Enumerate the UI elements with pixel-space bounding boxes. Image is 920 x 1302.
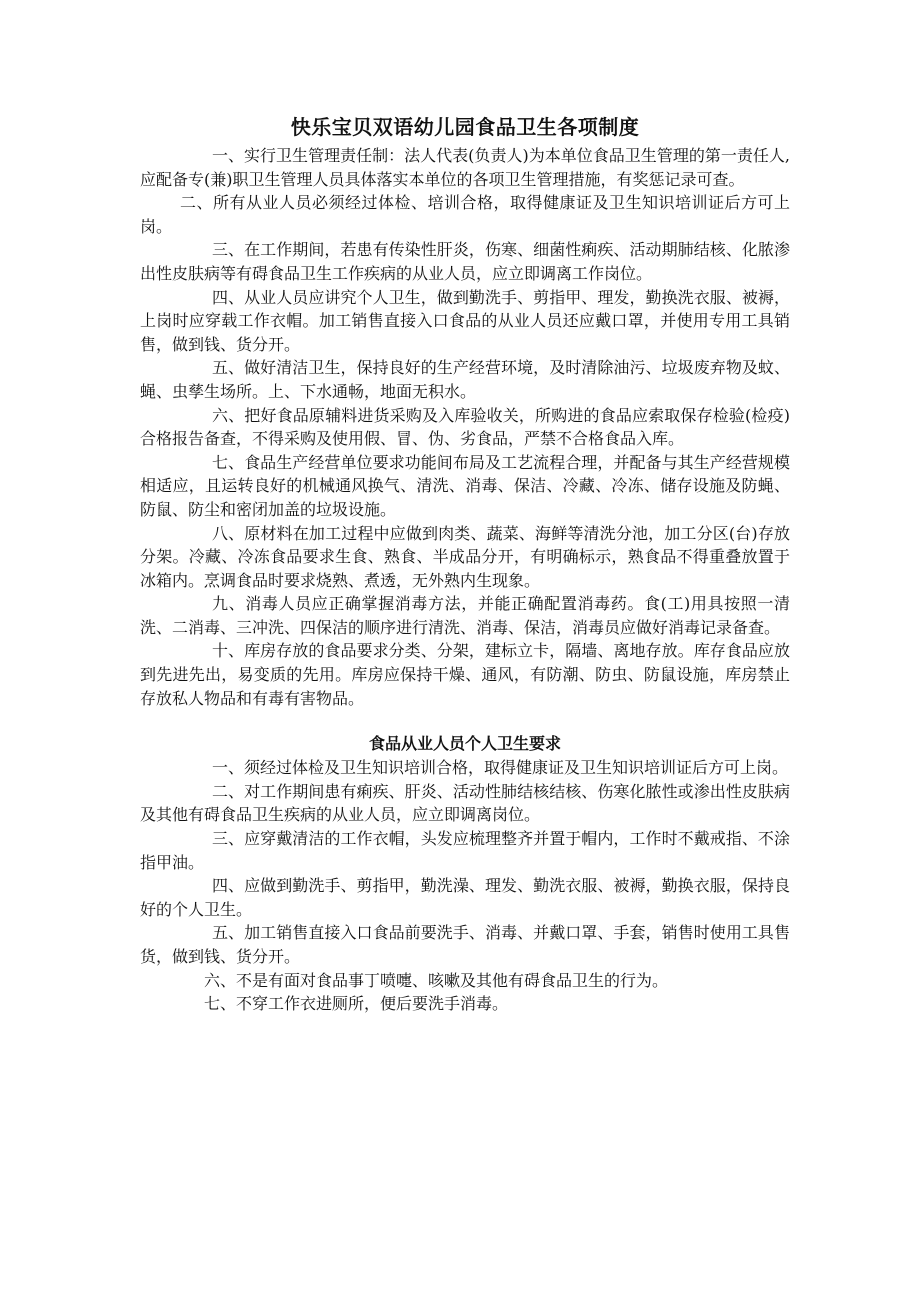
rule-paragraph-9: 九、消毒人员应正确掌握消毒方法，并能正确配置消毒药。食(工)用具按照一清洗、二消毒、三冲洗、四保洁的顺序进行清洗、消毒、保洁，消毒员应做好消毒记录备查。 <box>140 594 790 637</box>
personal-rule-3: 三、应穿戴清洁的工作衣帽，头发应梳理整齐并置于帽内，工作时不戴戒指、不涂指甲油。 <box>140 829 790 872</box>
personal-rule-6: 六、不是有面对食品事丁喷嚏、咳嗽及其他有碍食品卫生的行为。 <box>204 970 669 990</box>
personal-rule-1: 一、须经过体检及卫生知识培训合格，取得健康证及卫生知识培训证后方可上岗。 <box>212 758 789 778</box>
rule-paragraph-2: 二、所有从业人员必须经过体检、培训合格，取得健康证及卫生知识培训证后方可上岗。 <box>140 193 790 236</box>
personal-rule-4: 四、应做到勤洗手、剪指甲，勤洗澡、理发、勤洗衣服、被褥，勤换衣服，保持良好的个人卫生。 <box>140 876 790 919</box>
rule-paragraph-8: 八、原材料在加工过程中应做到肉类、蔬菜、海鲜等清洗分池，加工分区(台)存放分架。冷藏、冷冻食品要求生食、熟食、半成品分开，有明确标示，熟食品不得重叠放置于冰箱内。烹调食品时要求烧熟、煮透，无外熟内生现象。 <box>140 523 790 590</box>
rule-paragraph-7: 七、食品生产经营单位要求功能间布局及工艺流程合理，并配备与其生产经营规模相适应，且运转良好的机械通风换气、清洗、消毒、保洁、冷藏、冷冻、储存设施及防蝇、防鼠、防尘和密闭加盖的垃圾设施。 <box>140 452 790 519</box>
rule-paragraph-1: 一、实行卫生管理责任制：法人代表(负责人)为本单位食品卫生管理的第一责任人,应配备专(兼)职卫生管理人员具体落实本单位的各项卫生管理措施，有奖惩记录可查。 <box>140 146 790 189</box>
rule-paragraph-5: 五、做好清洁卫生，保持良好的生产经营环境，及时清除油污、垃圾废弃物及蚊、蝇、虫孳生场所。上、下水通畅，地面无积水。 <box>140 358 790 401</box>
hygiene-rules-section <box>140 144 790 710</box>
section-subtitle: 食品从业人员个人卫生要求 <box>368 734 561 754</box>
rule-paragraph-3: 三、在工作期间，若患有传染性肝炎，伤寒、细菌性痢疾、活动期肺结核、化脓渗出性皮肤病等有碍食品卫生工作疾病的从业人员，应立即调离工作岗位。 <box>140 240 790 283</box>
personal-rule-7: 七、不穿工作衣进厕所，便后要洗手消毒。 <box>204 994 509 1014</box>
personal-rule-5: 五、加工销售直接入口食品前要洗手、消毒、并戴口罩、手套，销售时使用工具售货，做到钱、货分开。 <box>140 923 790 966</box>
personal-rule-2: 二、对工作期间患有痢疾、肝炎、活动性肺结核结核、伤寒化脓性或渗出性皮肤病及其他有碍食品卫生疾病的从业人员，应立即调离岗位。 <box>140 781 790 825</box>
document-page <box>140 112 790 1016</box>
document-title: 快乐宝贝双语幼儿园食品卫生各项制度 <box>290 115 640 139</box>
rule-paragraph-6: 六、把好食品原辅料进货采购及入库验收关，所购进的食品应索取保存检验(检疫)合格报告备查，不得采购及使用假、冒、伪、劣食品，严禁不合格食品入库。 <box>140 405 790 449</box>
rule-paragraph-10: 十、库房存放的食品要求分类、分架，建标立卡，隔墙、离地存放。库存食品应放到先进先出，易变质的先用。库房应保持干燥、通风，有防潮、防虫、防鼠设施，库房禁止存放私人物品和有毒有害物品。 <box>140 641 790 708</box>
rule-paragraph-4: 四、从业人员应讲究个人卫生，做到勤洗手、剪指甲、理发，勤换洗衣服、被褥，上岗时应穿载工作衣帽。加工销售直接入口食品的从业人员还应戴口罩，并使用专用工具销售，做到钱、货分开。 <box>140 287 790 354</box>
personal-hygiene-section <box>140 756 790 1016</box>
